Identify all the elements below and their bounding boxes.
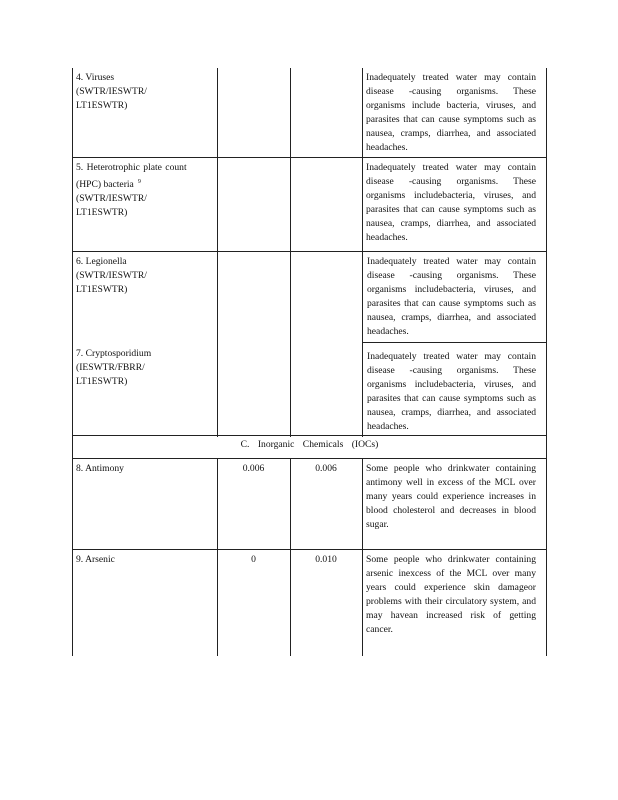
mcl-cell: 0.010 <box>291 550 363 656</box>
contaminant-cell: 8. Antimony <box>73 459 218 549</box>
contaminant-name: 4. Viruses <box>76 72 115 83</box>
health-effects-cell: Inadequately treated water may contain disease -causing organisms. These organisms include bacteria, viruses, and parasites that can cause symptoms such as nausea, cramps, diarrhea, and associated headaches. <box>366 72 536 153</box>
health-effects-cell: Inadequately treated water may contain disease -causing organisms. These organisms includebacteria, viruses, and parasites that can cause symptoms such as nausea, cramps, diarrhea, and associated headaches. <box>366 162 536 243</box>
table-row <box>73 459 546 550</box>
contaminant-name: 6. Legionella <box>76 256 127 267</box>
mclg-cell: 0 <box>218 550 291 656</box>
health-effects-cell: Some people who drinkwater containing antimony well in excess of the MCL over many years could experience increases in blood cholesterol and decreases in blood sugar. <box>366 463 536 530</box>
footnote-marker: 9 <box>137 179 141 185</box>
contaminant-name: 5. Heterotrophic plate count <box>76 162 187 173</box>
mclg-cell: 0.006 <box>218 459 291 549</box>
mcl-cell <box>291 68 363 158</box>
contaminant-name: 7. Cryptosporidium <box>76 348 152 359</box>
table-row <box>73 158 546 252</box>
contaminant-rule: LT1ESWTR) <box>76 100 128 111</box>
contaminant-rule: (IESWTR/FBRR/ <box>76 362 145 373</box>
health-effects-cell <box>363 252 546 437</box>
mclg-cell <box>218 158 291 251</box>
contaminant-cell <box>73 158 218 251</box>
section-header: C. Inorganic Chemicals (IOCs) <box>73 436 546 459</box>
table-row <box>73 252 546 436</box>
mclg-cell <box>218 68 291 158</box>
contaminant-cell: 9. Arsenic <box>73 550 218 656</box>
health-effects-text: Inadequately treated water may contain disease -causing organisms. These organisms includebacteria, viruses, and parasites that can cause symptoms such as nausea, cramps, diarrhea, and associated headaches. <box>367 351 536 432</box>
contaminant-rule: (SWTR/IESWTR/ <box>76 86 147 97</box>
health-effects-cell: Some people who drinkwater containing arsenic inexcess of the MCL over many years could experience skin damageor problems with their circulatory system, and may havean increased risk of getting cancer. <box>366 554 536 635</box>
mclg-cell <box>218 252 291 437</box>
contaminant-rule: LT1ESWTR) <box>76 284 128 295</box>
table-row <box>73 68 546 158</box>
contaminant-cell <box>73 252 218 437</box>
contaminant-table <box>72 68 547 656</box>
contaminant-cell <box>73 68 218 158</box>
contaminant-name-cont: (HPC) bacteria $^9$ <box>76 179 141 191</box>
contaminant-rule: (SWTR/IESWTR/ <box>76 193 147 205</box>
contaminant-rule: (SWTR/IESWTR/ <box>76 270 147 281</box>
mcl-cell <box>291 158 363 251</box>
contaminant-rule: LT1ESWTR) <box>76 207 128 219</box>
mcl-cell: 0.006 <box>291 459 363 549</box>
health-effects-text: Inadequately treated water may contain disease -causing organisms. These organisms includebacteria, viruses, and parasites that can cause symptoms such as nausea, cramps, diarrhea, and associated headaches. <box>363 252 546 343</box>
contaminant-rule: LT1ESWTR) <box>76 376 128 387</box>
mcl-cell <box>291 252 363 437</box>
table-row <box>73 550 546 656</box>
